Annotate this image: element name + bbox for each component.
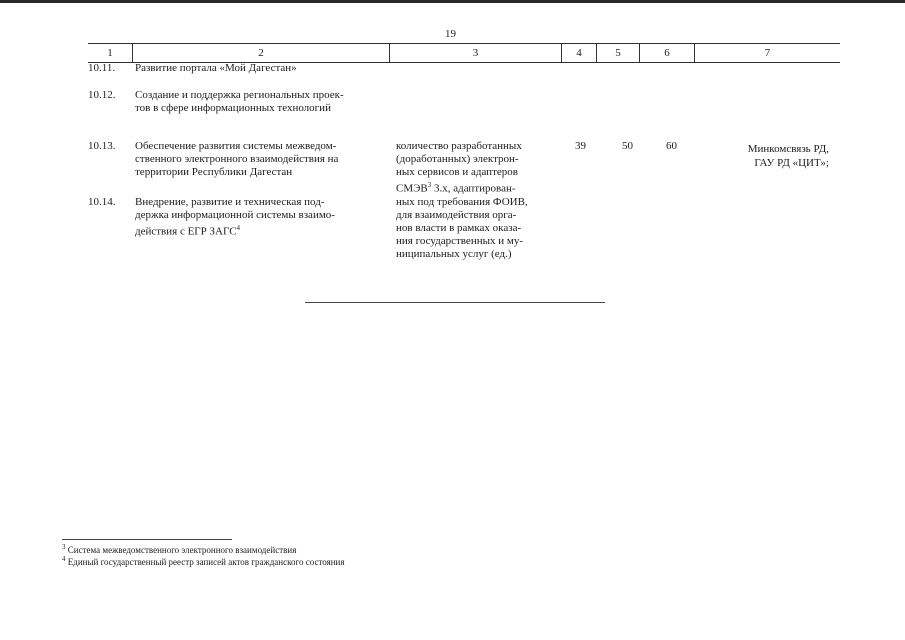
responsible: [705, 142, 829, 170]
row-text-line: территории Республики Дагестан: [135, 166, 293, 178]
row-text: [135, 89, 385, 115]
indicator-text: [396, 140, 556, 261]
row-number: 10.13.: [88, 140, 116, 152]
footnote: [62, 555, 345, 567]
page-number: 19: [445, 28, 456, 40]
indicator-line: ных под требования ФОИВ,: [396, 195, 528, 208]
indicator-line: количество разработанных: [396, 140, 522, 152]
footnote: [62, 543, 296, 555]
indicator-line: нов власти в рамках оказа-: [396, 221, 522, 234]
header-col-5: 5: [596, 44, 639, 62]
responsible-line: ГАУ РД «ЦИТ»;: [754, 157, 829, 169]
row-text-line: Обеспечение развития системы межведом-: [135, 140, 337, 152]
row-text-line: Развитие портала «Мой Дагестан»: [135, 62, 297, 74]
indicator-line: [396, 179, 556, 196]
row-text: [135, 140, 385, 179]
row-text-line: Создание и поддержка региональных проек-: [135, 89, 344, 101]
table-end-rule: [305, 302, 605, 303]
header-col-3: 3: [389, 44, 561, 62]
row-number: 10.14.: [88, 196, 116, 208]
footnote-mark: 4: [62, 555, 66, 563]
header-col-4: 4: [561, 44, 596, 62]
header-col-1: 1: [107, 47, 113, 59]
row-number: 10.12.: [88, 89, 116, 101]
indicator-line: ных сервисов и адаптеров: [396, 166, 518, 178]
table-header: [88, 43, 840, 63]
indicator-line: для взаимодействия орга-: [396, 208, 517, 221]
header-col-6: 6: [639, 44, 694, 62]
header-col-2: 2: [132, 44, 389, 62]
footnote-rule: [62, 539, 232, 540]
value-col-4: 39: [575, 140, 586, 152]
row-text-fragment: действия с ЕГР ЗАГС: [135, 225, 237, 238]
row-text-line: держка информационной системы взаимо-: [135, 209, 335, 221]
value-col-6: 60: [666, 140, 677, 152]
scan-edge: [0, 0, 905, 3]
row-text-line: тов в сфере информационных технологий: [135, 102, 331, 114]
responsible-line: Минкомсвязь РД,: [747, 143, 829, 155]
row-text-line: Внедрение, развитие и техническая под-: [135, 196, 325, 208]
footnote-mark: 4: [236, 224, 241, 232]
footnote-mark: 3: [62, 543, 66, 551]
row-text-line: [135, 222, 385, 239]
indicator-line: ниципальных услуг (ед.): [396, 247, 512, 260]
header-col-7: 7: [694, 44, 840, 62]
footnote-text: Единый государственный реестр записей актов гражданского состояния: [65, 557, 345, 567]
row-text: [135, 62, 385, 75]
indicator-fragment: 3.х, адаптирован-: [431, 182, 516, 195]
row-text-line: ственного электронного взаимодействия на: [135, 153, 339, 165]
indicator-line: ния государственных и му-: [396, 234, 523, 247]
row-number: 10.11.: [88, 62, 116, 74]
value-col-5: 50: [622, 140, 633, 152]
indicator-line: (доработанных) электрон-: [396, 153, 519, 165]
footnote-text: Система межведомственного электронного взаимодействия: [65, 545, 297, 555]
row-text: [135, 196, 385, 239]
indicator-fragment: СМЭВ: [396, 182, 428, 195]
footnote-mark: 3: [427, 181, 432, 189]
